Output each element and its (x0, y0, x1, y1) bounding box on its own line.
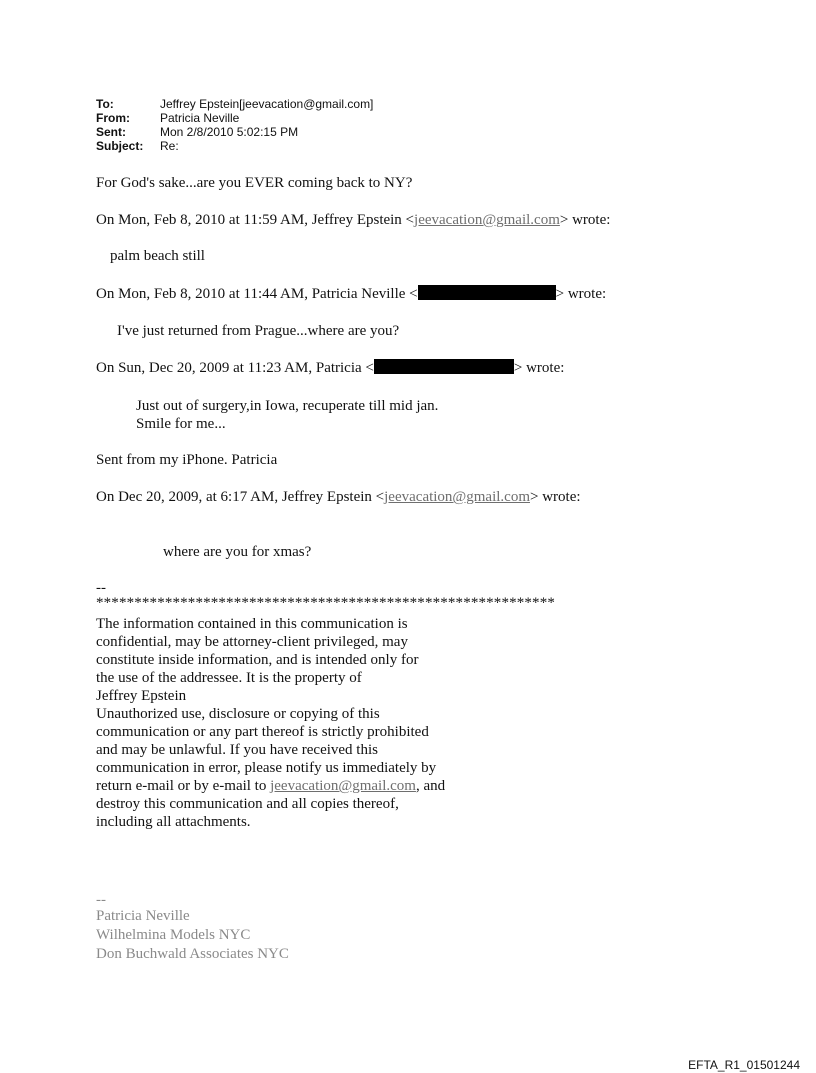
to-value: Jeffrey Epstein[jeevacation@gmail.com] (160, 97, 374, 111)
message-palm-beach: palm beach still (110, 248, 205, 264)
disclaimer-line: destroy this communication and all copies thereof, (96, 796, 399, 812)
message-reply: For God's sake...are you EVER coming back to NY? (96, 175, 413, 191)
disclaimer-line: Jeffrey Epstein (96, 688, 187, 704)
disclaimer-email-line (96, 777, 445, 795)
disclaimer-line: constitute inside information, and is intended only for (96, 652, 419, 668)
signature-block (96, 893, 289, 964)
document-id: EFTA_R1_01501244 (688, 1058, 800, 1072)
redaction-box (374, 359, 514, 374)
disclaimer-line: the use of the addressee. It is the property of (96, 670, 362, 686)
separator-dashes: -- (96, 580, 106, 596)
quote-3-suffix: > wrote: (513, 360, 565, 376)
separator-stars: ************************************************************ (96, 595, 555, 611)
signature-name: Patricia Neville (96, 908, 190, 924)
confidentiality-disclaimer (96, 615, 445, 831)
sent-from-iphone: Sent from my iPhone. Patricia (96, 452, 278, 468)
message-xmas: where are you for xmas? (163, 544, 312, 560)
redaction-box (418, 285, 556, 300)
quote-2-prefix: On Mon, Feb 8, 2010 at 11:44 AM, Patricia Neville < (96, 286, 418, 302)
to-row (96, 97, 373, 111)
message-prague: I've just returned from Prague...where are you? (117, 323, 400, 339)
from-label: From: (96, 111, 130, 125)
disclaimer-line: communication or any part thereof is strictly prohibited (96, 724, 429, 740)
quote-header-2 (96, 285, 606, 303)
disclaimer-line: confidential, may be attorney-client privileged, may (96, 634, 408, 650)
to-label: To: (96, 97, 114, 111)
quote-4-suffix: > wrote: (529, 489, 581, 505)
disclaimer-email-link[interactable]: jeevacation@gmail.com (270, 778, 416, 794)
disclaimer-line: communication in error, please notify us immediately by (96, 760, 437, 776)
quote-1-prefix: On Mon, Feb 8, 2010 at 11:59 AM, Jeffrey Epstein < (96, 212, 415, 228)
message-surgery-line2: Smile for me... (136, 416, 226, 432)
quote-header-4 (96, 488, 581, 506)
sent-value: Mon 2/8/2010 5:02:15 PM (160, 125, 299, 139)
signature-dashes: -- (96, 892, 106, 908)
subject-label: Subject: (96, 139, 144, 153)
message-surgery-line1: Just out of surgery,in Iowa, recuperate till mid jan. (136, 398, 439, 414)
disclaimer-email-suffix: , and (415, 778, 446, 794)
quote-1-suffix: > wrote: (559, 212, 611, 228)
quote-1-email-link[interactable]: jeevacation@gmail.com (414, 212, 560, 228)
subject-row (96, 139, 373, 153)
quote-2-suffix: > wrote: (555, 286, 607, 302)
disclaimer-email-prefix: return e-mail or by e-mail to (96, 778, 271, 794)
signature-agency-1: Wilhelmina Models NYC (96, 927, 251, 943)
from-value: Patricia Neville (160, 111, 240, 125)
signature-agency-2: Don Buchwald Associates NYC (96, 946, 289, 962)
quote-4-email-link[interactable]: jeevacation@gmail.com (384, 489, 530, 505)
sent-row (96, 125, 373, 139)
from-row (96, 111, 373, 125)
email-header (96, 97, 373, 153)
quote-4-prefix: On Dec 20, 2009, at 6:17 AM, Jeffrey Epstein < (96, 489, 385, 505)
sent-label: Sent: (96, 125, 126, 139)
disclaimer-line: The information contained in this communication is (96, 616, 408, 632)
quote-3-prefix: On Sun, Dec 20, 2009 at 11:23 AM, Patricia < (96, 360, 374, 376)
quote-header-1 (96, 211, 610, 229)
disclaimer-line: including all attachments. (96, 814, 251, 830)
subject-value: Re: (160, 139, 179, 153)
disclaimer-line: and may be unlawful. If you have received this (96, 742, 378, 758)
quote-header-3 (96, 359, 564, 377)
disclaimer-line: Unauthorized use, disclosure or copying of this (96, 706, 380, 722)
